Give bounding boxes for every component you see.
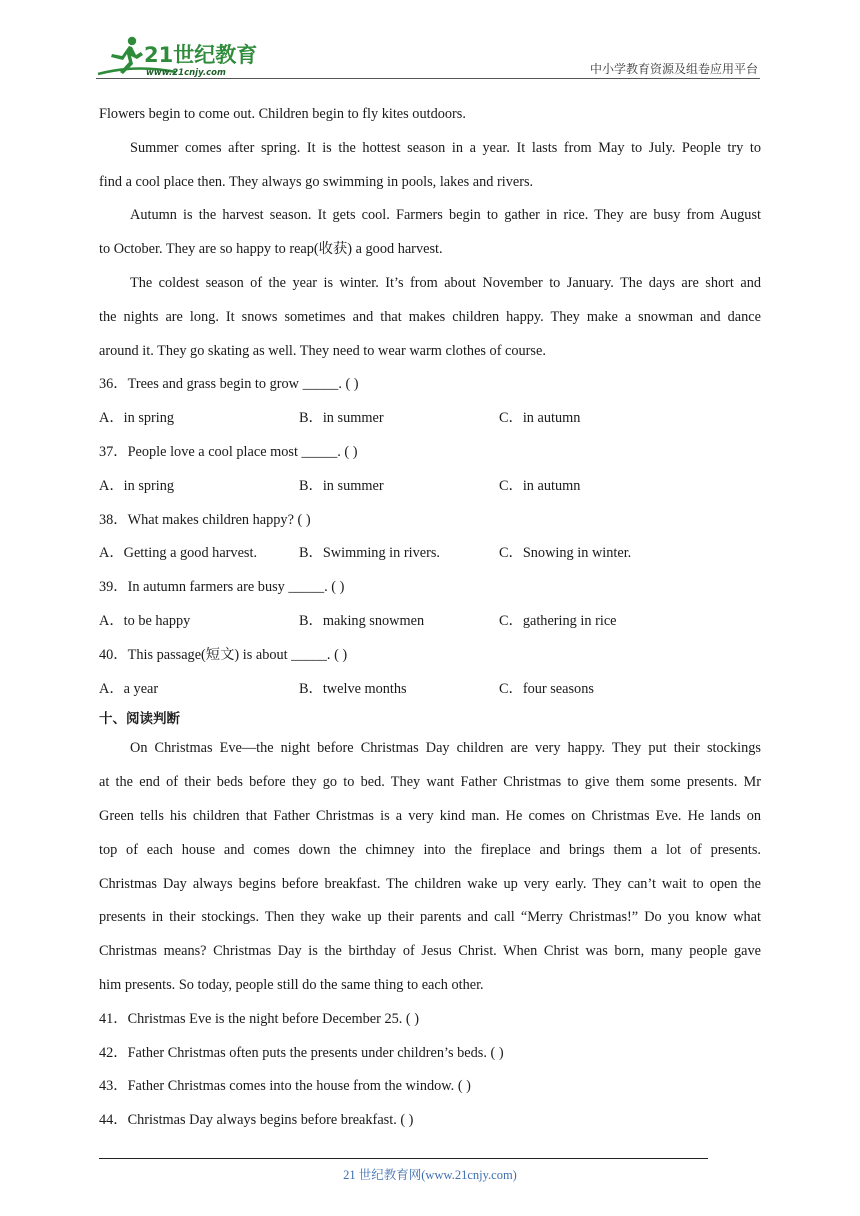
page-footer: 21 世纪教育网(www.21cnjy.com) [343,1168,517,1182]
question-40 [99,639,761,707]
answer-options [99,605,761,639]
answer-options [99,537,761,571]
passage-line: around it. They go skating as well. They need to wear warm clothes of course. [99,342,546,359]
option-b: B．making snowmen [299,612,425,629]
question-stem: 36．Trees and grass begin to grow _____. ( ) [99,376,359,393]
question-stem: 38．What makes children happy? ( ) [99,511,311,528]
reading-passage-seasons [99,98,761,368]
option-a: A．a year [99,680,159,697]
site-logo [96,34,266,78]
passage-line: find a cool place then. They always go swimming in pools, lakes and rivers. [99,173,534,190]
option-b: B．in summer [299,477,384,494]
footer-divider [99,1158,708,1159]
option-c: C．in autumn [499,410,581,427]
statement-43: 43．Father Christmas comes into the house from the window. ( ) [99,1078,471,1095]
passage-line: to October. They are so happy to reap(收获) a good harvest. [99,241,443,258]
option-a: A．in spring [99,410,175,427]
site-tagline: 中小学教育资源及组卷应用平台 [589,62,758,76]
option-b: B．Swimming in rivers. [299,545,440,562]
header-divider [96,78,760,79]
true-false-statements [99,1003,761,1138]
statement-41: 41．Christmas Eve is the night before December 25. ( ) [99,1010,420,1027]
option-b: B．twelve months [299,680,407,697]
option-c: C．Snowing in winter. [499,545,632,562]
passage-line: at the end of their beds before they go to bed. They want Father Christmas to give them some presents. Mr [99,774,761,791]
passage-line: Summer comes after spring. It is the hottest season in a year. It lasts from May to July. People try to [130,139,761,156]
question-stem: 40．This passage(短文) is about _____. ( ) [99,646,348,663]
question-stem: 37．People love a cool place most _____. ( ) [99,443,358,460]
question-39 [99,571,761,639]
passage-line: Flowers begin to come out. Children begin to fly kites outdoors. [99,106,466,122]
question-36 [99,368,761,436]
document-body [99,98,761,1138]
logo-wordmark: 21世纪教育 [144,43,258,67]
option-a: A．to be happy [99,612,191,629]
passage-line: him presents. So today, people still do the same thing to each other. [99,976,484,993]
passage-line: presents in their stockings. Then they wake up their parents and call “Merry Christmas!” Do you know what [99,909,761,926]
section-heading: 十、阅读判断 [99,711,180,728]
passage-line: Christmas means? Christmas Day is the birthday of Jesus Christ. When Christ was born, many people gave [99,943,761,960]
question-38 [99,504,761,572]
statement-42: 42．Father Christmas often puts the presents under children’s beds. ( ) [99,1044,504,1061]
option-c: C．in autumn [499,477,581,494]
page-header [96,30,760,80]
statement-44: 44．Christmas Day always begins before breakfast. ( ) [99,1112,414,1129]
option-c: C．gathering in rice [499,612,617,629]
passage-line: On Christmas Eve—the night before Christmas Day children are very happy. They put their stockings [130,740,761,757]
answer-options [99,470,761,504]
passage-line: Green tells his children that Father Christmas is a very kind man. He comes on Christmas Eve. He lands on [99,807,761,824]
passage-line: the nights are long. It snows sometimes and that makes children happy. They make a snowman and dance [99,308,761,325]
passage-line: The coldest season of the year is winter. It’s from about November to January. The days are short and [130,274,761,291]
passage-line: Autumn is the harvest season. It gets cool. Farmers begin to gather in rice. They are busy from August [130,207,761,224]
reading-passage-christmas [99,732,761,1002]
option-a: A．Getting a good harvest. [99,545,258,562]
option-c: C．four seasons [499,680,594,697]
option-b: B．in summer [299,410,384,427]
logo-url: www.21cnjy.com [146,68,226,78]
question-stem: 39．In autumn farmers are busy _____. ( ) [99,579,345,596]
passage-line: top of each house and comes down the chimney into the fireplace and brings them a lot of presents. [99,841,761,858]
answer-options [99,402,761,436]
option-a: A．in spring [99,477,175,494]
passage-line: Christmas Day always begins before breakfast. The children wake up very early. They can’t wait to open the [99,875,761,892]
answer-options [99,673,761,707]
question-37 [99,436,761,504]
